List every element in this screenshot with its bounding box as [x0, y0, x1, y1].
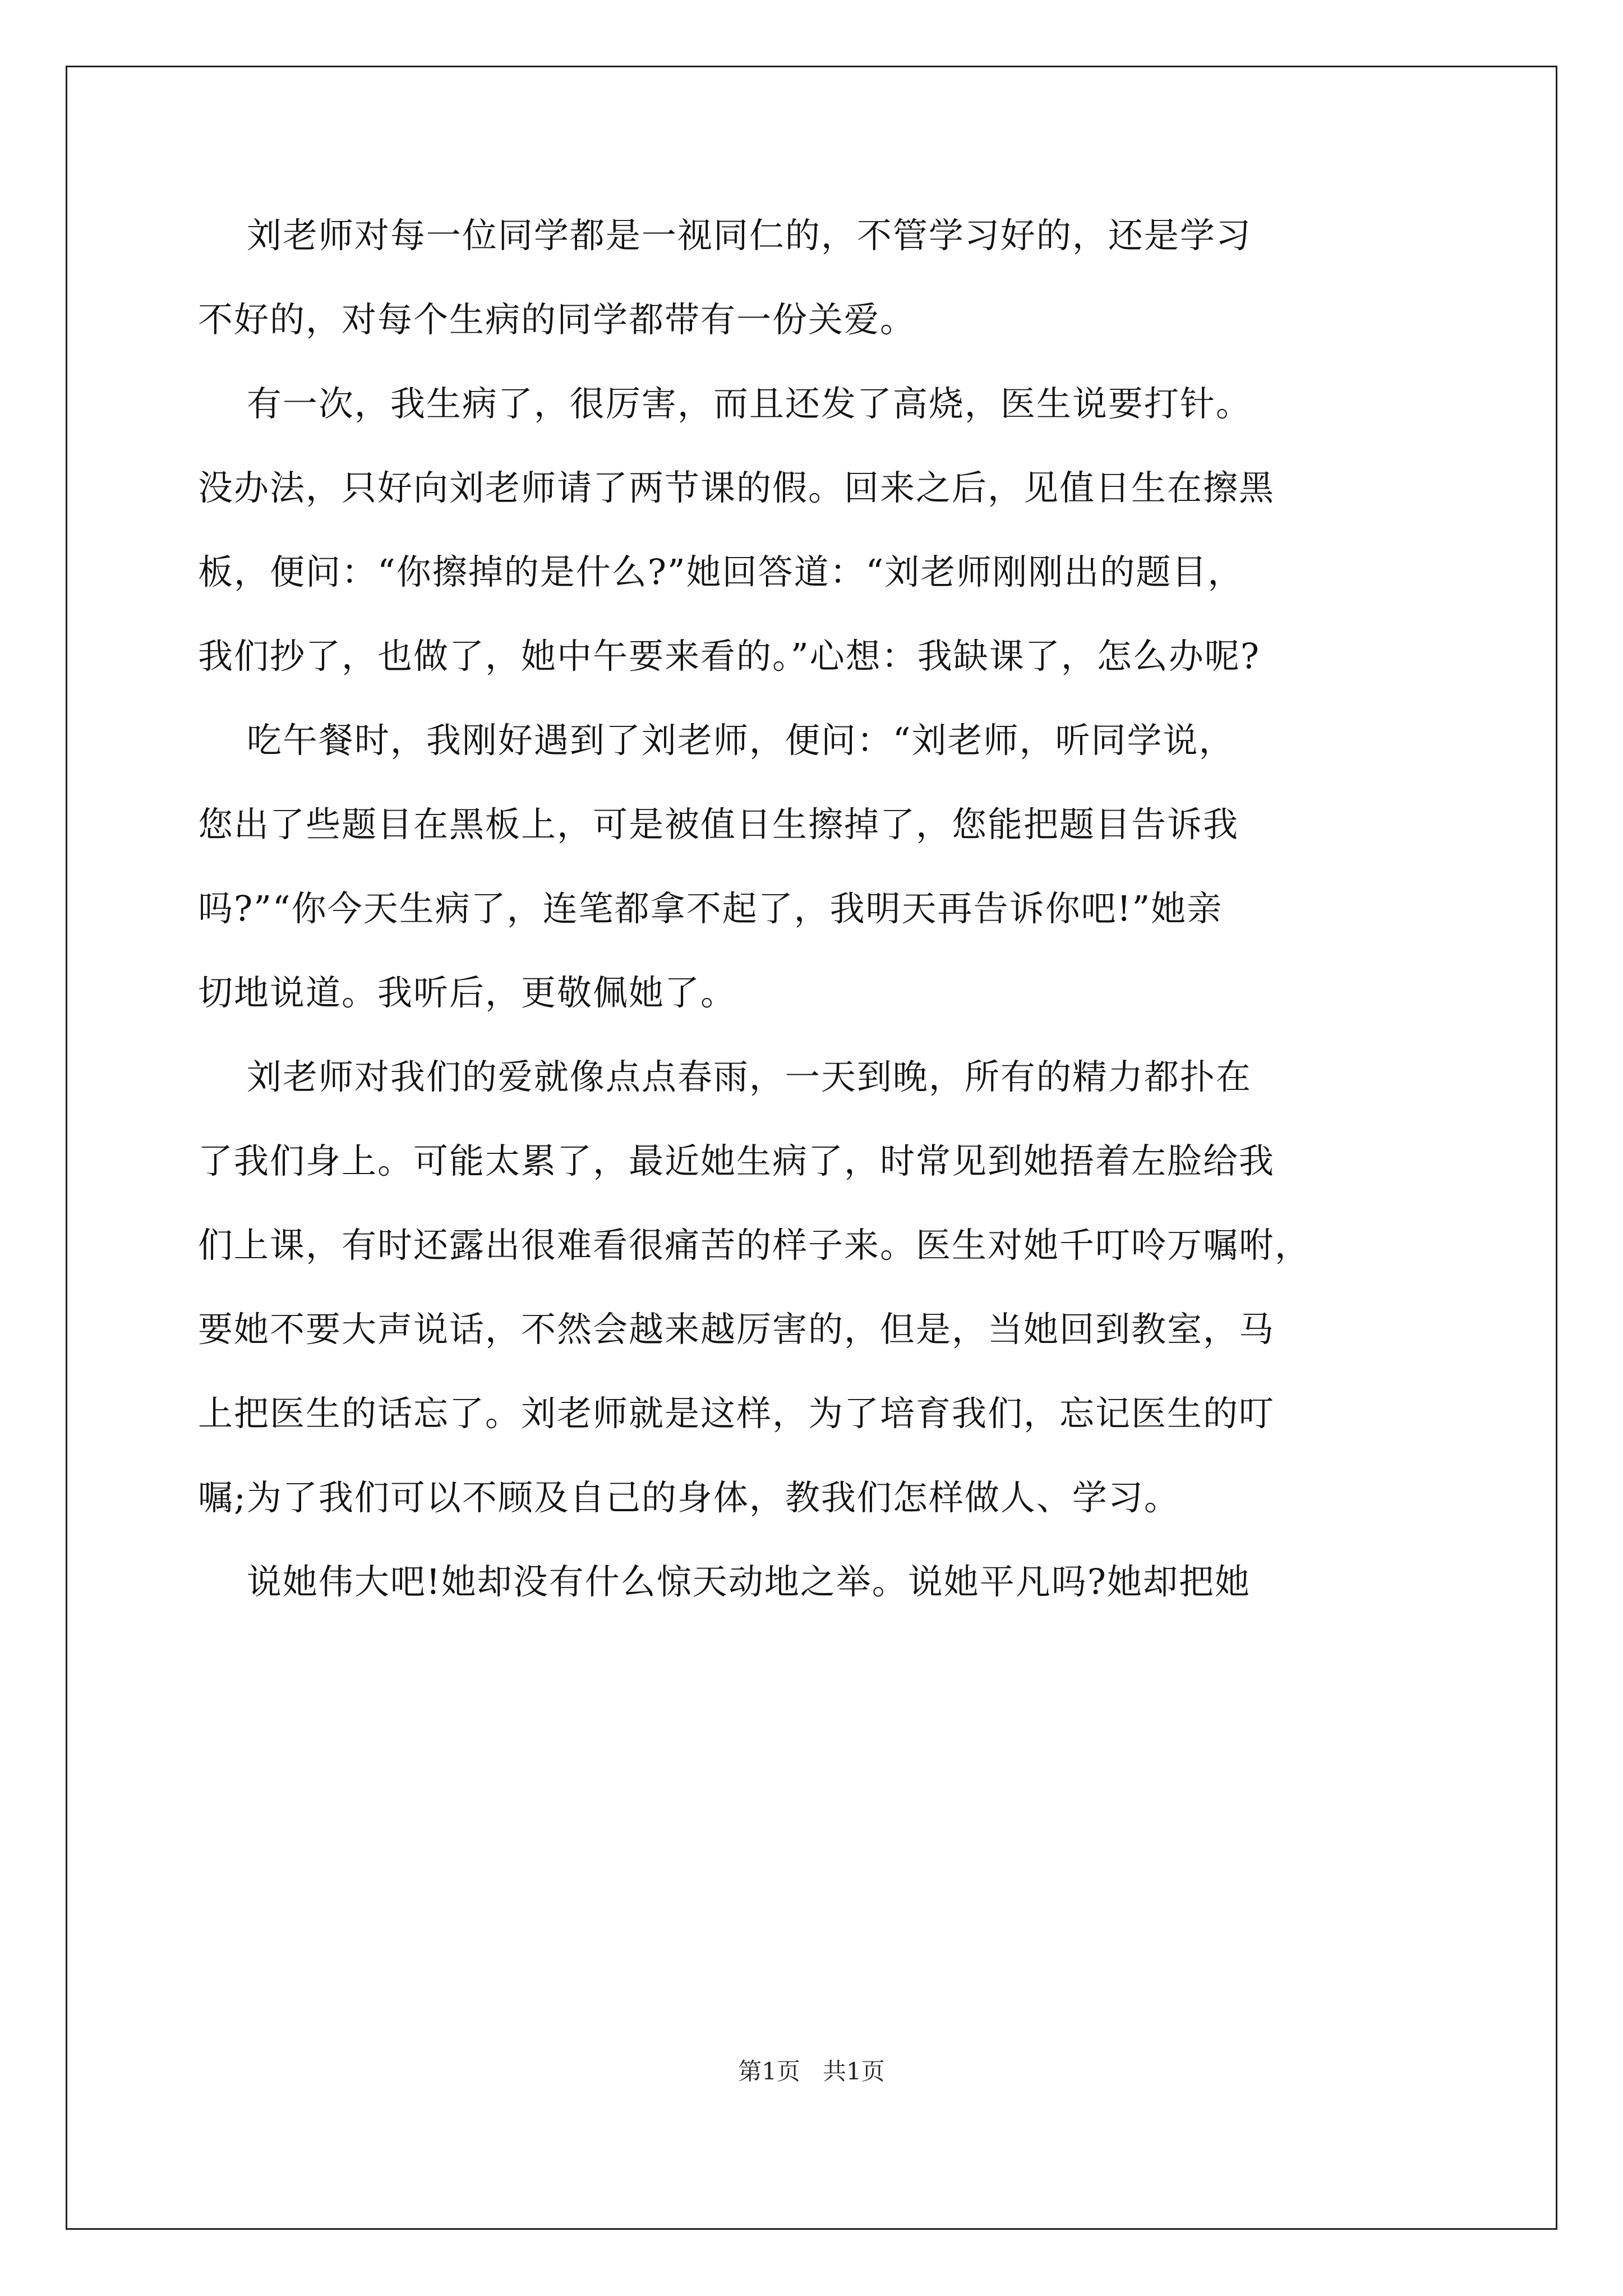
text-line: 要她不要大声说话，不然会越来越厉害的，但是，当她回到教室，马: [198, 1309, 1275, 1350]
text-line: 刘老师对我们的爱就像点点春雨，一天到晚，所有的精力都扑在: [198, 1056, 1252, 1097]
text-line: 您出了些题目在黑板上，可是被值日生擦掉了，您能把题目告诉我: [198, 804, 1239, 845]
page-number-footer: 第1页 共1页: [738, 2058, 885, 2085]
text-line: 们上课，有时还露出很难看很痛苦的样子来。医生对她千叮呤万嘱咐，: [198, 1225, 1311, 1266]
text-line: 刘老师对每一位同学都是一视同仁的，不管学习好的，还是学习: [198, 215, 1252, 256]
text-line: 吃午餐时，我刚好遇到了刘老师，便问：“刘老师，听同学说，: [198, 720, 1235, 761]
text-line: 嘱;为了我们可以不顾及自己的身体，教我们怎样做人、学习。: [198, 1477, 1180, 1518]
text-line: 切地说道。我听后，更敬佩她了。: [198, 972, 737, 1013]
text-line: 不好的，对每个生病的同学都带有一份关爱。: [198, 299, 916, 340]
text-line: 了我们身上。可能太累了，最近她生病了，时常见到她捂着左脸给我: [198, 1140, 1275, 1181]
text-line: 有一次，我生病了，很厉害，而且还发了高烧，医生说要打针。: [198, 383, 1252, 424]
text-line: 上把医生的话忘了。刘老师就是这样，为了培育我们，忘记医生的叮: [198, 1393, 1275, 1434]
text-line: 没办法，只好向刘老师请了两节课的假。回来之后，见值日生在擦黑: [198, 467, 1275, 508]
text-line: 我们抄了，也做了，她中午要来看的。”心想：我缺课了，怎么办呢?: [198, 636, 1260, 677]
text-line: 说她伟大吧!她却没有什么惊天动地之举。说她平凡吗?她却把她: [198, 1561, 1251, 1602]
text-line: 吗?”“你今天生病了，连笔都拿不起了，我明天再告诉你吧!”她亲: [198, 888, 1223, 929]
text-line: 板，便问：“你擦掉的是什么?”她回答道：“刘老师刚刚出的题目，: [198, 551, 1244, 592]
